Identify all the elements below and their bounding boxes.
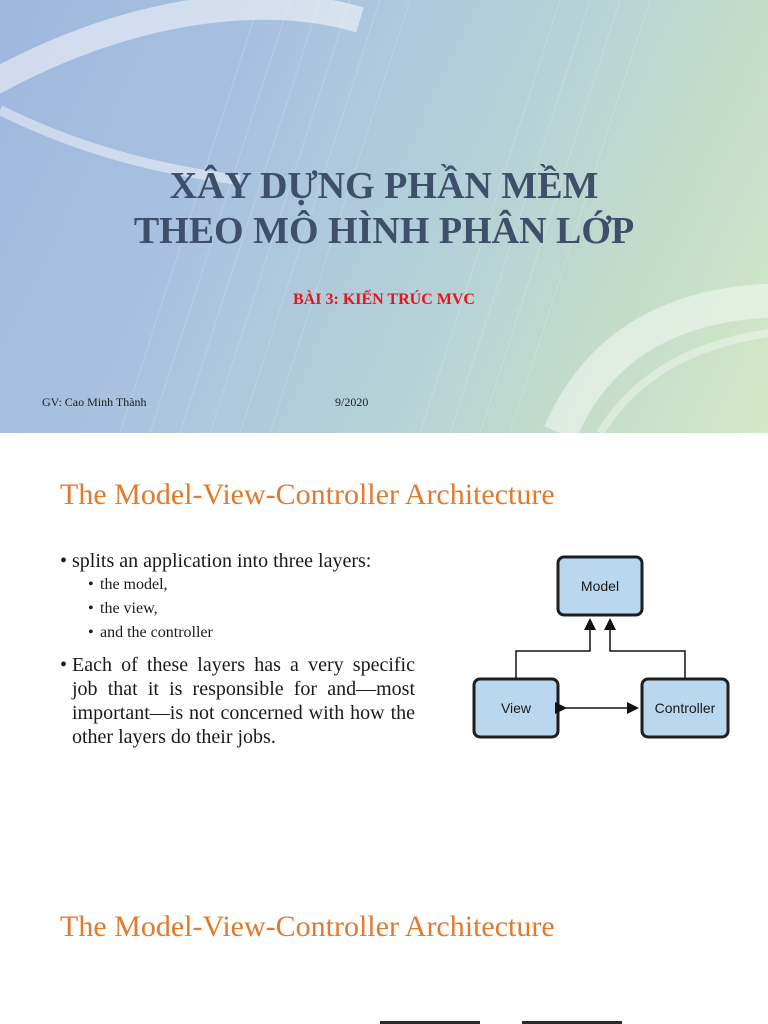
slide-title-line2: THEO MÔ HÌNH PHÂN LỚP [133, 210, 635, 252]
slide-heading: The Model-View-Controller Architecture [60, 478, 555, 511]
instructor-name: GV: Cao Minh Thành [42, 395, 147, 409]
mvc-content-slide [0, 433, 768, 833]
mvc-diagram [460, 543, 740, 753]
slide-heading-2: The Model-View-Controller Architecture [60, 910, 555, 943]
bullet-layers-job: • Each of these layers has a very specific job that it is responsible for and—most important—is not concerned with how the other layers do their jobs. [60, 653, 415, 749]
mvc-next-slide [0, 833, 768, 1024]
view-to-model-arrow [516, 621, 590, 679]
controller-label: Controller [654, 700, 716, 716]
controller-to-model-arrow [610, 621, 685, 679]
slide-title-line1: XÂY DỰNG PHẦN MỀM [169, 165, 599, 207]
view-box [474, 679, 558, 737]
sub-bullet-model: • the model, [88, 573, 415, 597]
view-label: View [500, 700, 532, 716]
lesson-subtitle: BÀI 3: KIẾN TRÚC MVC [293, 291, 475, 308]
title-slide [0, 0, 768, 433]
controller-box [642, 679, 728, 737]
sub-bullet-view: • the view, [88, 597, 415, 621]
bullet-splits: • splits an application into three layers: [60, 549, 415, 573]
sub-bullet-controller: • and the controller [88, 621, 415, 645]
bullet-list [60, 549, 415, 749]
slide-date: 9/2020 [335, 395, 369, 409]
model-box [558, 557, 642, 615]
model-label: Model [580, 578, 620, 594]
